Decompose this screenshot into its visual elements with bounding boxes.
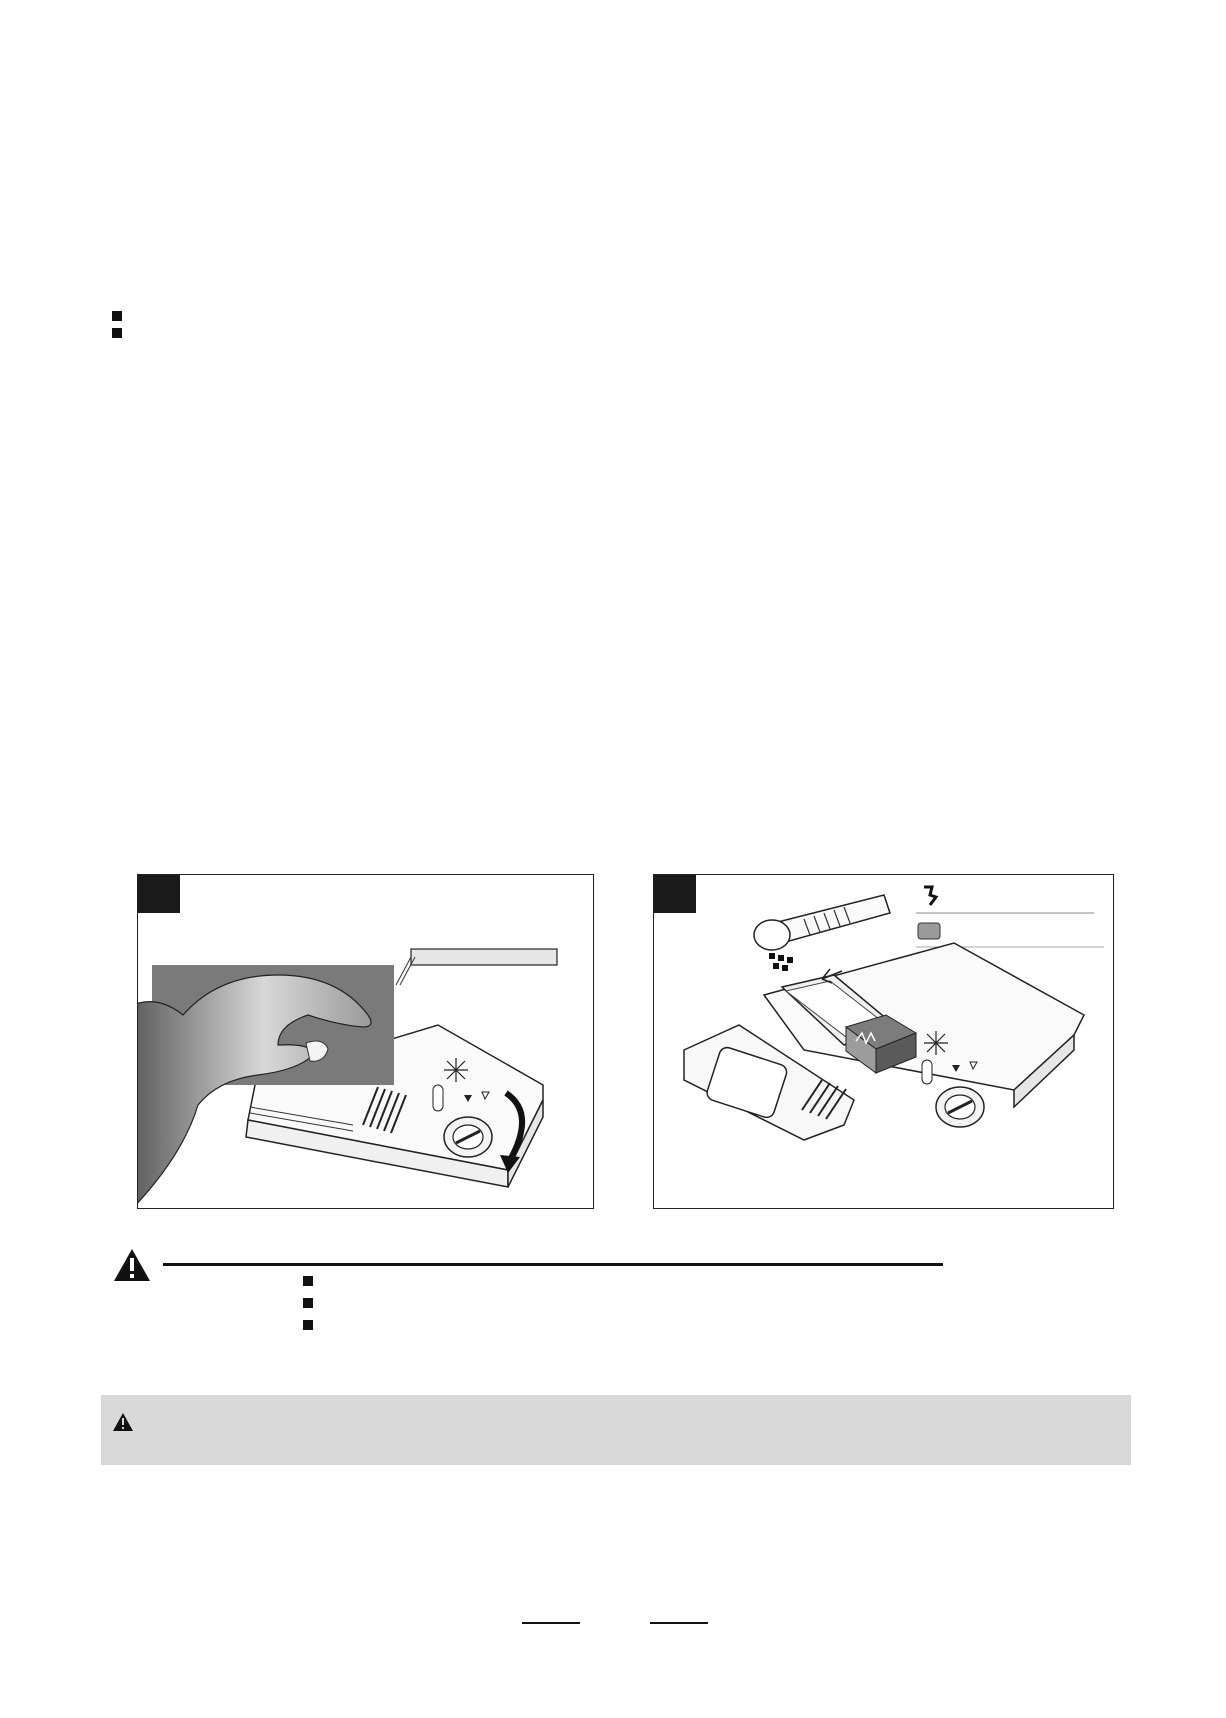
detergent-dispenser-filled-illustration — [654, 875, 1113, 1208]
warning-bullet-2 — [303, 1298, 313, 1308]
figure-dispenser-open — [137, 874, 594, 1209]
footer-line-right — [650, 1622, 708, 1624]
warning-bullet-1 — [303, 1276, 313, 1286]
detergent-tablet-icon — [918, 923, 940, 939]
warning-triangle-icon — [112, 1412, 134, 1432]
detergent-dispenser-open-hand-illustration — [138, 875, 593, 1208]
warning-rule — [163, 1263, 943, 1266]
note-box — [101, 1395, 1131, 1465]
footer-line-left — [522, 1622, 580, 1624]
warning-triangle-icon — [112, 1247, 152, 1283]
figure-dispenser-filled — [653, 874, 1114, 1209]
top-bullet-2 — [112, 328, 122, 338]
top-bullet-1 — [112, 311, 122, 321]
warning-bullet-3 — [303, 1320, 313, 1330]
powder-detergent-icon — [924, 887, 936, 905]
